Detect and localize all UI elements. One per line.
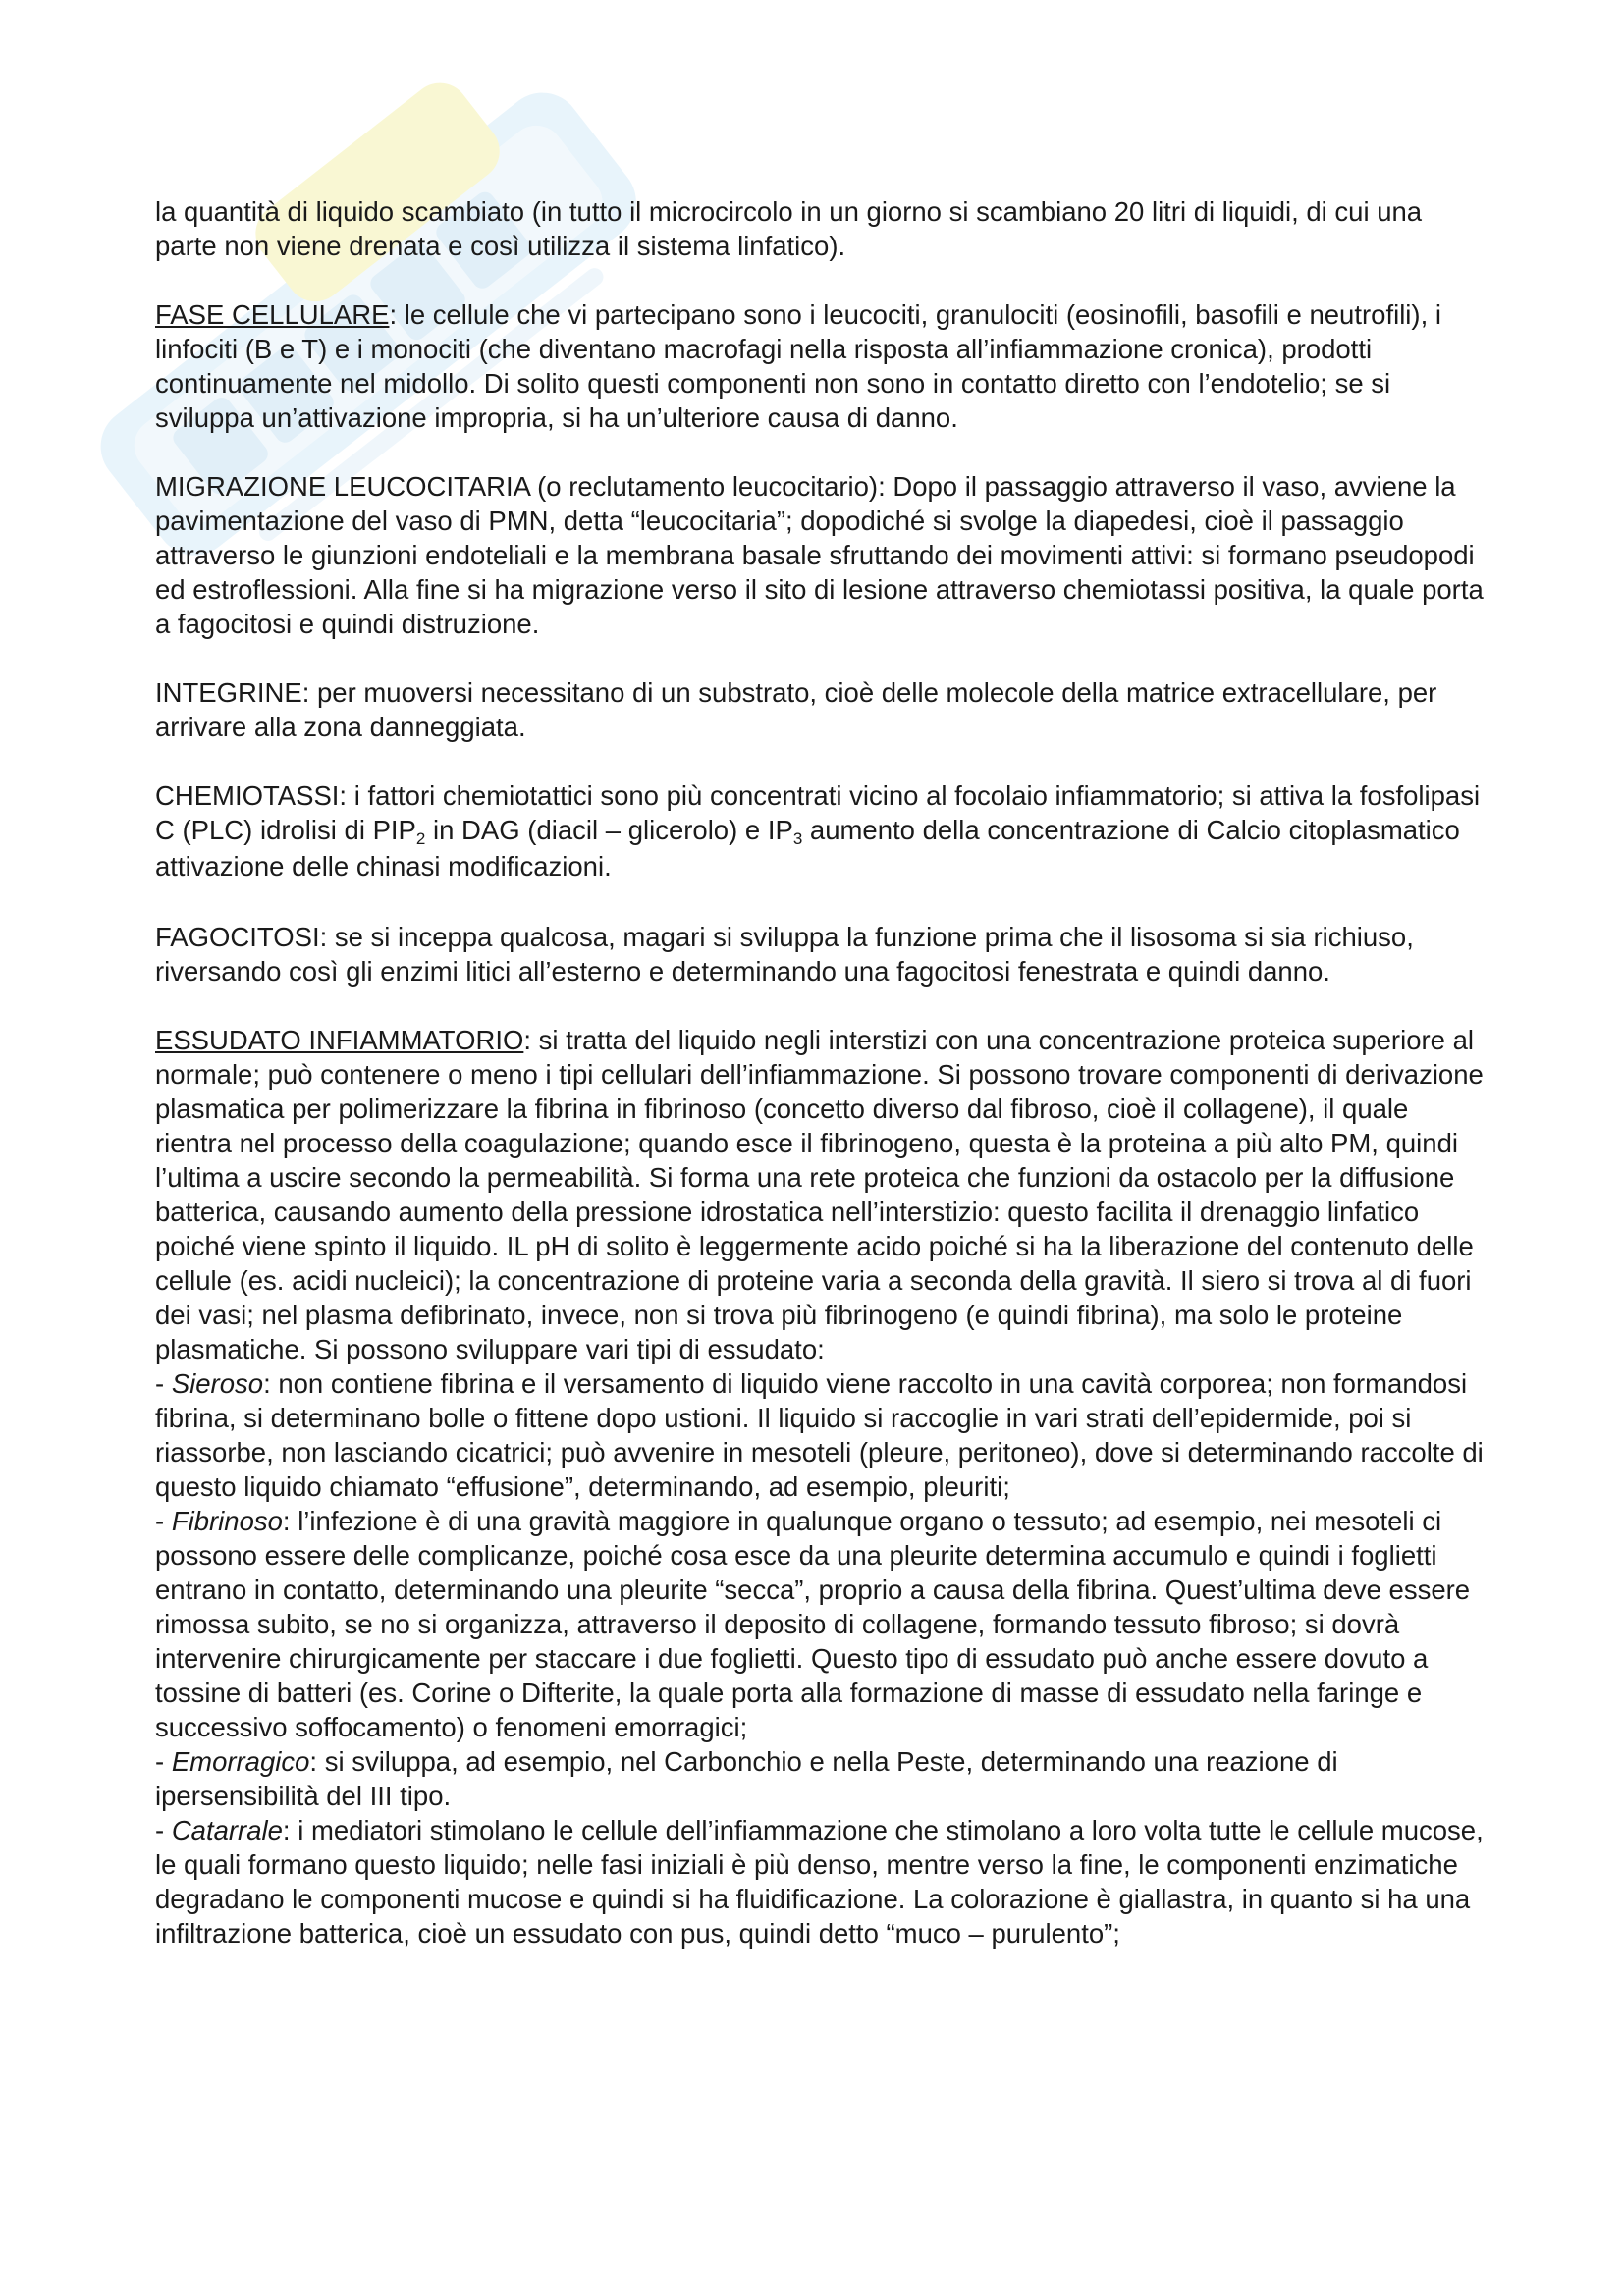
term-fibrinoso: Fibrinoso — [171, 1506, 283, 1536]
paragraph-chemiotassi: CHEMIOTASSI: i fattori chemiotattici sono più concentrati vicino al focolaio infiammatorio; si attiva la fosfolipasi C (PLC) idrolisi di $PIP_2$ in DAG (diacil – glicerolo) e $IP_3$ aumento della concentrazione di Calcio citoplasmatico attivazione delle chinasi modificazioni. — [155, 780, 1481, 881]
term-catarrale: Catarrale — [171, 1815, 283, 1845]
term-sieroso: Sieroso — [171, 1368, 264, 1399]
term-emorragico: Emorragico — [171, 1746, 310, 1777]
paragraph-migrazione-leucocitaria: MIGRAZIONE LEUCOCITARIA (o reclutamento leucocitario): Dopo il passaggio attraverso il vaso, avviene la pavimentazione del vaso di PMN, detta “leucocitaria”; dopodiché si svolge la diapedesi, cioè il passaggio attraverso le giunzioni endoteliali e la membrana basale sfruttando dei movimenti attivi: si formano pseudopodi ed estroflessioni. Alla fine si ha migrazione verso il sito di lesione attraverso chemiotassi positiva, la quale porta a fagocitosi e quindi distruzione. — [155, 471, 1484, 639]
list-item-sieroso: - Sieroso: non contiene fibrina e il versamento di liquido viene raccolto in una cavità corporea; non formandosi fibrina, si determinano bolle o fittene dopo ustioni. Il liquido si raccoglie in vari strati dell’epidermide, poi si riassorbe, non lasciando cicatrici; può avvenire in mesoteli (pleure, peritoneo), dove si determinando raccolte di questo liquido chiamato “effusione”, determinando, ad esempio, pleuriti; — [155, 1368, 1484, 1502]
list-item-emorragico: - Emorragico: si sviluppa, ad esempio, nel Carbonchio e nella Peste, determinando una reazione di ipersensibilità del III tipo. — [155, 1746, 1338, 1811]
list-item-catarrale: - Catarrale: i mediatori stimolano le cellule dell’infiammazione che stimolano a loro volta tutte le cellule mucose, le quali formano questo liquido; nelle fasi iniziali è più denso, mentre verso la fine, le componenti enzimatiche degradano le componenti mucose e quindi si ha fluidificazione. La colorazione è giallastra, in quanto si ha una infiltrazione batterica, cioè un essudato con pus, quindi detto “muco – purulento”; — [155, 1815, 1484, 1949]
heading-essudato-infiammatorio: ESSUDATO INFIAMMATORIO — [155, 1025, 524, 1055]
subscript: 3 — [792, 829, 803, 848]
paragraph-fase-cellulare: FASE CELLULARE: le cellule che vi partecipano sono i leucociti, granulociti (eosinofili, basofili e neutrofili), i linfociti (B e T) e i monociti (che diventano macrofagi nella risposta all’infiammazione cronica), prodotti continuamente nel midollo. Di solito questi componenti non sono in contatto diretto con l’endotelio; se si sviluppa un’attivazione impropria, si ha un’ulteriore causa di danno. — [155, 299, 1441, 433]
heading-fase-cellulare: FASE CELLULARE — [155, 299, 390, 330]
document-body — [155, 194, 1490, 1950]
list-item-fibrinoso: - Fibrinoso: l’infezione è di una gravità maggiore in qualunque organo o tessuto; ad esempio, nei mesoteli ci possono essere delle complicanze, poiché cosa esce da una pleurite determina accumulo e quindi i foglietti entrano in contatto, determinando una pleurite “secca”, proprio a causa della fibrina. Quest’ultima deve essere rimossa subito, se no si organizza, attraverso il deposito di collagene, formando tessuto fibroso; si dovrà intervenire chirurgicamente per staccare i due foglietti. Questo tipo di essudato può anche essere dovuto a tossine di batteri (es. Corine o Difterite, la quale porta alla formazione di masse di essudato nella faringe e successivo soffocamento) o fenomeni emorragici; — [155, 1506, 1471, 1742]
paragraph-essudato-infiammatorio: ESSUDATO INFIAMMATORIO: si tratta del liquido negli interstizi con una concentrazione proteica superiore al normale; può contenere o meno i tipi cellulari dell’infiammazione. Si possono trovare componenti di derivazione plasmatica per polimerizzare la fibrina in fibrinoso (concetto diverso dal fibroso, cioè il collagene), il quale rientra nel processo della coagulazione; quando esce il fibrinogeno, questa è la proteina a più alto PM, quindi l’ultima a uscire secondo la permeabilità. Si forma una rete proteica che funzioni da ostacolo per la diffusione batterica, causando aumento della pressione idrostatica nell’interstizio: questo facilita il drenaggio linfatico poiché viene spinto il liquido. IL pH di solito è leggermente acido poiché si ha la liberazione del contenuto delle cellule (es. acidi nucleici); la concentrazione di proteine varia a seconda della gravità. Il siero si trova al di fuori dei vasi; nel plasma defibrinato, invece, non si trova più fibrinogeno (e quindi fibrina), ma solo le proteine plasmatiche. Si possono sviluppare vari tipi di essudato: — [155, 1025, 1484, 1364]
paragraph-integrine: INTEGRINE: per muoversi necessitano di un substrato, cioè delle molecole della matrice extracellulare, per arrivare alla zona danneggiata. — [155, 677, 1437, 742]
paragraph-fagocitosi: FAGOCITOSI: se si inceppa qualcosa, magari si sviluppa la funzione prima che il lisosoma si sia richiuso, riversando così gli enzimi litici all’esterno e determinando una fagocitosi fenestrata e quindi danno. — [155, 922, 1414, 987]
subscript: 2 — [415, 829, 426, 848]
paragraph-microcircolo: la quantità di liquido scambiato (in tutto il microcircolo in un giorno si scambiano 20 litri di liquidi, di cui una parte non viene drenata e così utilizza il sistema linfatico). — [155, 196, 1423, 261]
